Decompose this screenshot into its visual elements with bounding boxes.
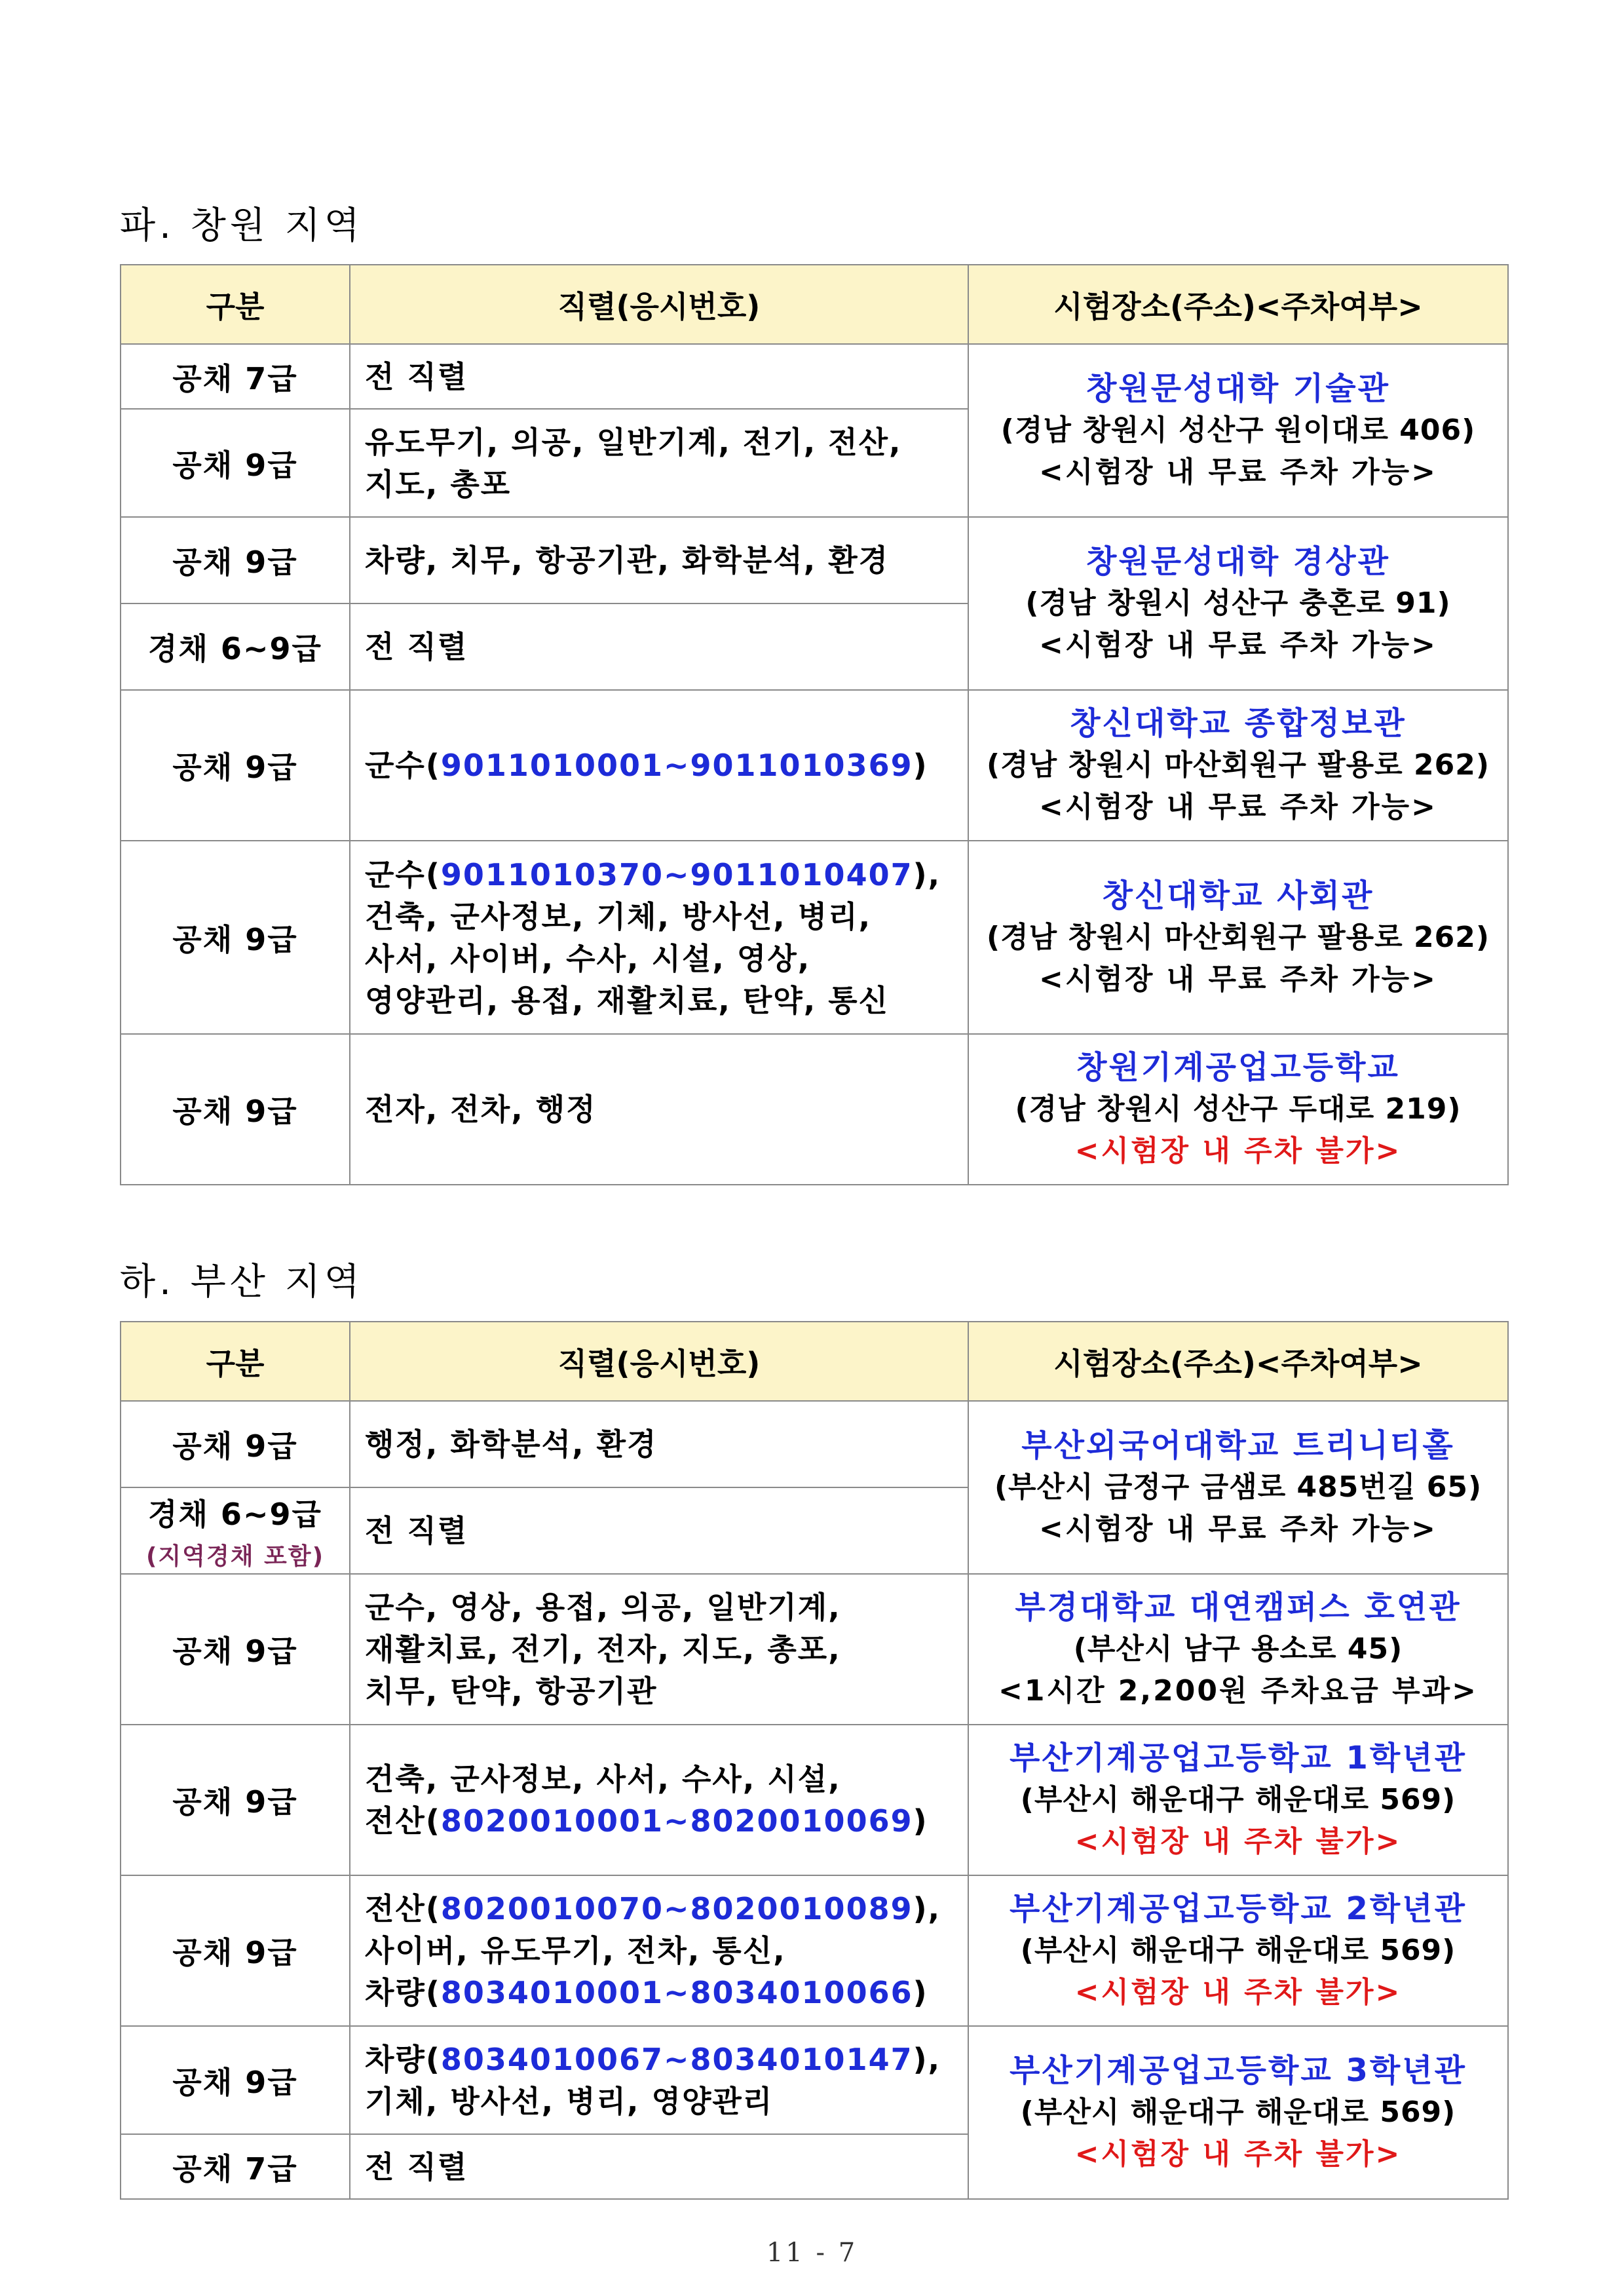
site-parking: <시험장 내 무료 주차 가능> xyxy=(1038,962,1438,996)
exam-site xyxy=(968,1574,1508,1725)
row-type: 공채 9급 xyxy=(121,409,350,517)
row-jobs: 차량, 치무, 항공기관, 화학분석, 환경 xyxy=(350,517,968,603)
table-row xyxy=(121,1574,1508,1725)
table-row xyxy=(121,1725,1508,1875)
exam-site xyxy=(968,344,1508,517)
site-name: 부산외국어대학교 트리니티홀 xyxy=(1021,1427,1455,1464)
row-jobs: 차량(8034010067~8034010147), 기체, 방사선, 병리, 영양관리 xyxy=(350,2026,968,2134)
row-jobs: 전 직렬 xyxy=(350,1487,968,1574)
site-name: 부산기계공업고등학교 3학년관 xyxy=(1010,2052,1467,2089)
table-row xyxy=(121,1034,1508,1185)
row-type: 공채 9급 xyxy=(121,1725,350,1875)
exam-site xyxy=(968,517,1508,690)
header-type: 구분 xyxy=(121,265,350,344)
site-parking: <1시간 2,200원 주차요금 부과> xyxy=(998,1674,1478,1708)
row-jobs: 행정, 화학분석, 환경 xyxy=(350,1401,968,1487)
table-header-row xyxy=(121,1322,1508,1401)
site-name: 부경대학교 대연캠퍼스 호연관 xyxy=(1015,1589,1462,1626)
site-address: (경남 창원시 마산회원구 팔용로 262) xyxy=(987,748,1490,782)
site-address: (부산시 해운대구 해운대로 569) xyxy=(1020,1783,1456,1816)
site-name: 창원기계공업고등학교 xyxy=(1076,1049,1400,1086)
site-name: 부산기계공업고등학교 1학년관 xyxy=(1010,1740,1467,1776)
section-title-changwon: 파. 창원 지역 xyxy=(120,204,364,247)
exam-site xyxy=(968,1401,1508,1574)
exam-number-range: 9011010370~9011010407 xyxy=(440,856,913,892)
row-type: 공채 9급 xyxy=(121,1034,350,1185)
site-parking: <시험장 내 무료 주차 가능> xyxy=(1038,628,1438,662)
header-site: 시험장소(주소)<주차여부> xyxy=(968,265,1508,344)
site-address: (부산시 해운대구 해운대로 569) xyxy=(1020,1934,1456,1967)
site-address: (경남 창원시 성산구 충혼로 91) xyxy=(1025,586,1451,620)
table-row xyxy=(121,2026,1508,2134)
row-jobs: 전자, 전차, 행정 xyxy=(350,1034,968,1185)
exam-site xyxy=(968,1875,1508,2026)
exam-number-range: 8020010070~8020010089 xyxy=(440,1891,913,1926)
exam-site xyxy=(968,1034,1508,1185)
site-parking: <시험장 내 주차 불가> xyxy=(1074,2137,1402,2171)
header-jobs: 직렬(응시번호) xyxy=(350,265,968,344)
site-address: (경남 창원시 성산구 두대로 219) xyxy=(1015,1092,1462,1126)
exam-number-range: 8020010001~8020010069 xyxy=(440,1803,913,1839)
site-address: (부산시 해운대구 해운대로 569) xyxy=(1020,2095,1456,2129)
site-parking: <시험장 내 무료 주차 가능> xyxy=(1038,1512,1438,1546)
exam-number-range: 8034010067~8034010147 xyxy=(440,2041,913,2077)
site-parking: <시험장 내 주차 불가> xyxy=(1074,1976,1402,2009)
table-row xyxy=(121,517,1508,603)
table-header-row xyxy=(121,265,1508,344)
site-address: (경남 창원시 성산구 원이대로 406) xyxy=(1000,413,1476,447)
table-row xyxy=(121,841,1508,1034)
row-jobs: 군수(9011010001~9011010369) xyxy=(350,690,968,841)
row-jobs: 전 직렬 xyxy=(350,344,968,409)
page-number: 11 - 7 xyxy=(766,2238,858,2268)
row-type: 공채 7급 xyxy=(121,344,350,409)
site-parking: <시험장 내 주차 불가> xyxy=(1074,1825,1402,1858)
site-name: 창원문성대학 기술관 xyxy=(1086,370,1391,407)
row-type: 공채 9급 xyxy=(121,517,350,603)
row-type: 공채 9급 xyxy=(121,690,350,841)
exam-site xyxy=(968,841,1508,1034)
site-address: (부산시 남구 용소로 45) xyxy=(1073,1632,1403,1666)
site-parking: <시험장 내 무료 주차 가능> xyxy=(1038,455,1438,489)
row-type: 공채 9급 xyxy=(121,841,350,1034)
section-title-busan: 하. 부산 지역 xyxy=(120,1261,364,1303)
exam-site xyxy=(968,690,1508,841)
row-jobs: 군수, 영상, 용접, 의공, 일반기계, 재활치료, 전기, 전자, 지도, 총포, 치무, 탄약, 항공기관 xyxy=(350,1574,968,1725)
site-parking: <시험장 내 무료 주차 가능> xyxy=(1038,790,1438,824)
changwon-table xyxy=(120,264,1509,1185)
header-site: 시험장소(주소)<주차여부> xyxy=(968,1322,1508,1401)
site-name: 부산기계공업고등학교 2학년관 xyxy=(1010,1890,1467,1927)
row-type: 공채 9급 xyxy=(121,2026,350,2134)
row-jobs: 군수(9011010370~9011010407), 건축, 군사정보, 기체, 방사선, 병리, 사서, 사이버, 수사, 시설, 영상, 영양관리, 용접, 재활치료, 탄약, 통신 xyxy=(350,841,968,1034)
row-jobs: 건축, 군사정보, 사서, 수사, 시설, 전산(8020010001~8020010069) xyxy=(350,1725,968,1875)
site-parking: <시험장 내 주차 불가> xyxy=(1074,1134,1402,1168)
exam-number-range: 8034010001~8034010066 xyxy=(440,1975,913,2010)
row-jobs: 전 직렬 xyxy=(350,603,968,690)
header-type: 구분 xyxy=(121,1322,350,1401)
row-type-note: (지역경채 포함) xyxy=(145,1542,325,1570)
row-jobs: 전산(8020010070~8020010089), 사이버, 유도무기, 전차, 통신, 차량(8034010001~8034010066) xyxy=(350,1875,968,2026)
site-address: (부산시 금정구 금샘로 485번길 65) xyxy=(994,1470,1482,1504)
site-address: (경남 창원시 마산회원구 팔용로 262) xyxy=(987,920,1490,954)
table-row xyxy=(121,344,1508,409)
busan-table xyxy=(120,1321,1509,2200)
row-type: 공채 9급 xyxy=(121,1574,350,1725)
row-jobs: 전 직렬 xyxy=(350,2134,968,2199)
row-type: 공채 9급 xyxy=(121,1401,350,1487)
row-type: 공채 9급 xyxy=(121,1875,350,2026)
exam-site xyxy=(968,1725,1508,1875)
exam-number-range: 9011010001~9011010369 xyxy=(440,748,913,783)
table-row xyxy=(121,690,1508,841)
header-jobs: 직렬(응시번호) xyxy=(350,1322,968,1401)
row-jobs: 유도무기, 의공, 일반기계, 전기, 전산, 지도, 총포 xyxy=(350,409,968,517)
row-type: 공채 7급 xyxy=(121,2134,350,2199)
row-type: 경채 6~9급 (지역경채 포함) xyxy=(121,1487,350,1574)
site-name: 창원문성대학 경상관 xyxy=(1086,543,1391,580)
table-row xyxy=(121,1875,1508,2026)
site-name: 창신대학교 사회관 xyxy=(1102,877,1374,914)
row-type: 경채 6~9급 xyxy=(121,603,350,690)
site-name: 창신대학교 종합정보관 xyxy=(1070,705,1407,742)
table-row xyxy=(121,1401,1508,1487)
exam-site xyxy=(968,2026,1508,2199)
